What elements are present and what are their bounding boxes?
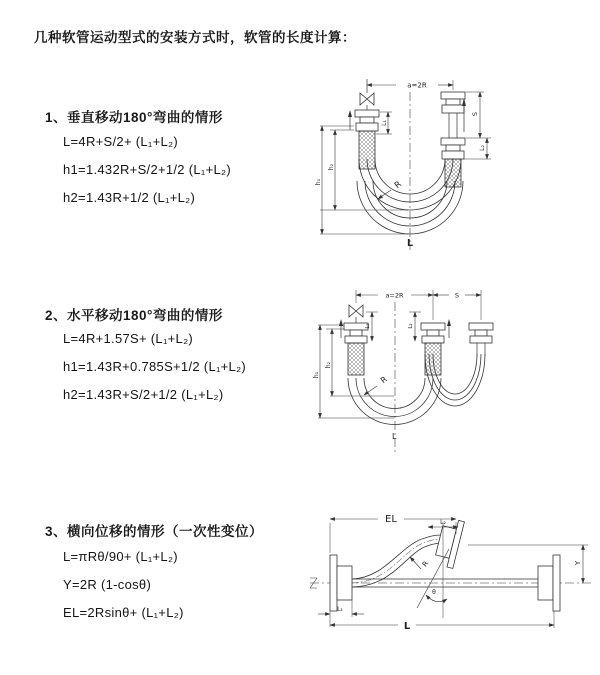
- dim-label-l1: L₁: [365, 323, 371, 329]
- hose-curve: [352, 535, 443, 579]
- dim-label-l2: L₂: [479, 145, 486, 151]
- move-arrow: [348, 110, 352, 117]
- dim-label-el: EL: [385, 514, 397, 525]
- section-1-formula-L: L=4R+S/2+ (L₁+L₂): [63, 134, 178, 149]
- valve-icon: [360, 93, 374, 105]
- dim-label-l1: L₁: [337, 606, 343, 613]
- move-arrow: [447, 319, 451, 326]
- dim-label-h2: h₂: [325, 361, 332, 369]
- section-3-formula-Y: Y=2R (1-cosθ): [63, 577, 152, 592]
- page-title: 几种软管运动型式的安装方式时，软管的长度计算：: [34, 30, 356, 45]
- section-1-formula-h1: h1=1.432R+S/2+1/2 (L₁+L₂): [63, 162, 231, 177]
- section-1-formula-h2: h2=1.43R+1/2 (L₁+L₂): [63, 190, 196, 205]
- dim-label-a2r: a=2R: [385, 291, 404, 300]
- section-3-formula-EL: EL=2Rsinθ+ (L₁+L₂): [63, 605, 184, 620]
- section-3-formula-L: L=πRθ/90+ (L₁+L₂): [63, 549, 178, 564]
- dim-label-h1: h₁: [313, 371, 320, 379]
- left-flange-plate: [330, 555, 337, 611]
- section-1-heading: 1、垂直移动180°弯曲的情形: [45, 110, 223, 125]
- dim-label-h2: h₂: [328, 163, 335, 171]
- right-flange-lower: [441, 138, 465, 159]
- right-flange-upper: [441, 92, 465, 113]
- dim-label-s: S: [471, 111, 479, 117]
- dim-label-l1: L₁: [381, 120, 388, 126]
- diagram-lateral-offset: [306, 492, 600, 654]
- left-flange: [355, 110, 379, 131]
- dim-label-h1: h₁: [315, 178, 322, 186]
- section-2-heading: 2、水平移动180°弯曲的情形: [45, 308, 223, 323]
- right-fitting-block: [538, 566, 553, 600]
- section-2-formula-L: L=4R+1.57S+ (L₁+L₂): [63, 331, 194, 346]
- valve-icon: [349, 305, 363, 317]
- dim-label-l2: L₂: [440, 519, 446, 526]
- left-fitting-block: [337, 566, 352, 600]
- dim-label-l2: L₂: [408, 323, 414, 329]
- diagram-vertical-u-bend: [312, 68, 597, 260]
- dim-label-s: S: [454, 291, 460, 300]
- right-flange-plate: [553, 555, 560, 611]
- hose-curve: [352, 543, 445, 587]
- section-3-heading: 3、横向位移的情形（一次性变位）: [45, 524, 264, 539]
- angle-label: θ: [432, 589, 436, 596]
- section-2-formula-h2: h2=1.43R+S/2+1/2 (L₁+L₂): [63, 387, 224, 402]
- moved-flange: [433, 517, 464, 568]
- length-label: L: [403, 621, 411, 632]
- right-flange: [469, 323, 493, 343]
- diagram-horizontal-u-bend: [308, 278, 600, 462]
- middle-flange: [421, 323, 445, 343]
- length-label: L: [392, 432, 397, 441]
- radius-label: R: [392, 179, 404, 191]
- hose-arcs-position1: [348, 378, 441, 424]
- radius-label: R: [420, 559, 431, 569]
- dim-label-y: Y: [574, 560, 582, 566]
- section-2-formula-h1: h1=1.43R+0.785S+1/2 (L₁+L₂): [63, 359, 247, 374]
- radius-label: R: [378, 374, 389, 386]
- dim-label-a2r: a=2R: [407, 81, 427, 90]
- angle-arc: [426, 595, 447, 602]
- length-label: L: [407, 238, 414, 249]
- left-braid: [348, 343, 364, 375]
